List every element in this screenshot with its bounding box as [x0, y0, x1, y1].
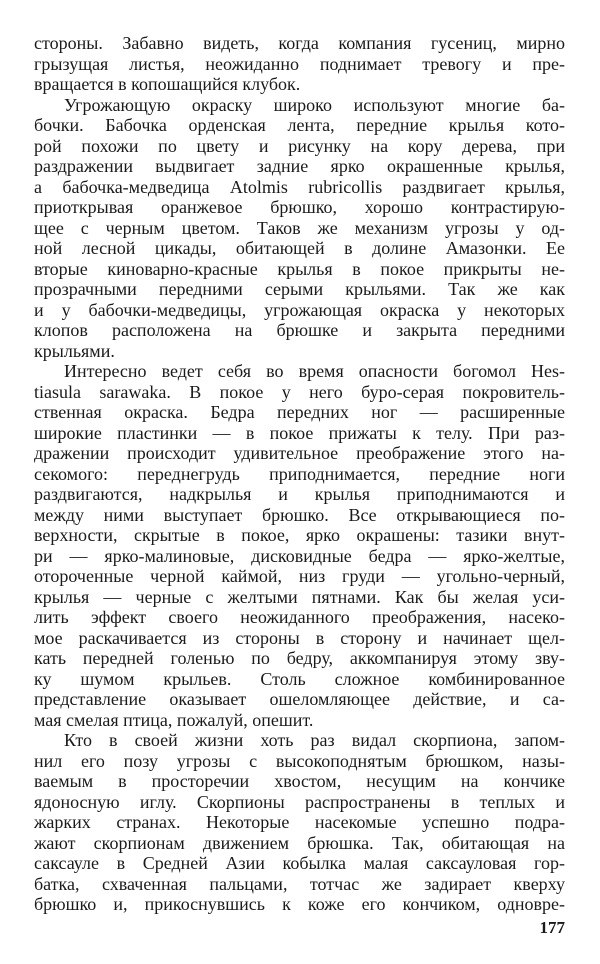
text-line: брюшко и, прикоснувшись к коже его кончиком, одновре- [34, 894, 565, 914]
text-line: представление оказывает ошеломляющее действие, и са- [34, 689, 565, 709]
page-body-text [34, 33, 565, 915]
text-line: ку шумом крыльев. Столь сложное комбинированное [34, 668, 565, 689]
paragraph [34, 95, 565, 362]
text-line: прозрачными передними серыми крыльями. Так же как [34, 279, 565, 299]
text-line: дражении происходит удивительное преображение этого на- [34, 443, 565, 463]
text-line: жают скорпионам движением брюшка. Так, обитающая на [34, 832, 565, 853]
text-line: tiasula sarawaka. В покое у него буро-серая покровитель- [34, 381, 565, 402]
text-line: лить эффект своего неожиданного преображения, насеко- [34, 607, 565, 627]
text-line: ядоносную иглу. Скорпионы распространены в теплых и [34, 791, 565, 812]
text-line: вращается в копошащийся клубок. [34, 74, 301, 94]
text-line: ваемым в просторечии хвостом, несущим на кончике [34, 771, 565, 791]
paragraph [34, 33, 565, 95]
text-line: батка, схваченная пальцами, тотчас же задирает кверху [34, 873, 565, 894]
text-line: бочки. Бабочка орденская лента, передние крылья кото- [34, 115, 565, 135]
text-line: ственная окраска. Бедра передних ног — расширенные [34, 402, 565, 422]
paragraph [34, 361, 565, 730]
text-line: мое раскачивается из стороны в сторону и начинает щел- [34, 627, 565, 648]
text-line: крылья — черные с желтыми пятнами. Как бы желая уси- [34, 586, 565, 607]
text-line: Кто в своей жизни хоть раз видал скорпиона, запом- [64, 730, 565, 750]
text-line: грызущая листья, неожиданно поднимает тревогу и пре- [34, 53, 565, 74]
text-line: Интересно ведет себя во время опасности богомол Hes- [64, 361, 565, 381]
text-line: отороченные черной каймой, низ груди — угольно-черный, [34, 566, 565, 586]
text-line: верхности, скрытые в покое, ярко окрашены: тазики внут- [34, 525, 565, 545]
text-line: Угрожающую окраску широко используют многие ба- [64, 94, 565, 115]
text-line: жарких странах. Некоторые насекомые успешно подра- [34, 812, 565, 832]
page-number: 177 [539, 918, 565, 937]
text-line: клопов расположена на брюшке и закрыта передними [34, 320, 565, 340]
text-line: секомого: переднегрудь приподнимается, передние ноги [34, 463, 565, 484]
text-line: кать передней голенью по бедру, аккомпанируя этому зву- [34, 648, 565, 668]
text-line: ри — ярко-малиновые, дисковидные бедра — ярко-желтые, [34, 545, 565, 566]
text-line: крыльями. [34, 340, 115, 361]
text-line: вторые киноварно-красные крылья в покое прикрыты не- [34, 258, 565, 279]
text-line: а бабочка-медведица Atolmis rubricollis раздвигает крылья, [34, 176, 565, 197]
text-line: рой похожи по цвету и рисунку на кору дерева, при [34, 135, 565, 156]
text-line: раздражении выдвигает задние ярко окрашенные крылья, [34, 156, 565, 176]
paragraph [34, 730, 565, 915]
text-line: щее с черным цветом. Таков же механизм угрозы у од- [34, 217, 565, 238]
text-line: приоткрывая оранжевое брюшко, хорошо контрастирую- [34, 197, 565, 217]
text-line: нил его позу угрозы с высокоподнятым брюшком, назы- [34, 750, 565, 771]
text-line: ной лесной цикады, обитающей в долине Амазонки. Ее [34, 238, 565, 258]
text-line: между ними выступает брюшко. Все открывающиеся по- [34, 504, 565, 525]
text-line: стороны. Забавно видеть, когда компания гусениц, мирно [34, 33, 565, 53]
text-line: широкие пластинки — в покое прижаты к телу. При раз- [34, 422, 565, 443]
text-line: мая смелая птица, пожалуй, опешит. [34, 709, 314, 730]
text-line: раздвигаются, надкрылья и крылья приподнимаются и [34, 484, 565, 504]
text-line: саксауле в Средней Азии кобылка малая саксауловая гор- [34, 853, 565, 873]
text-line: и у бабочки-медведицы, угрожающая окраска у некоторых [34, 299, 565, 320]
